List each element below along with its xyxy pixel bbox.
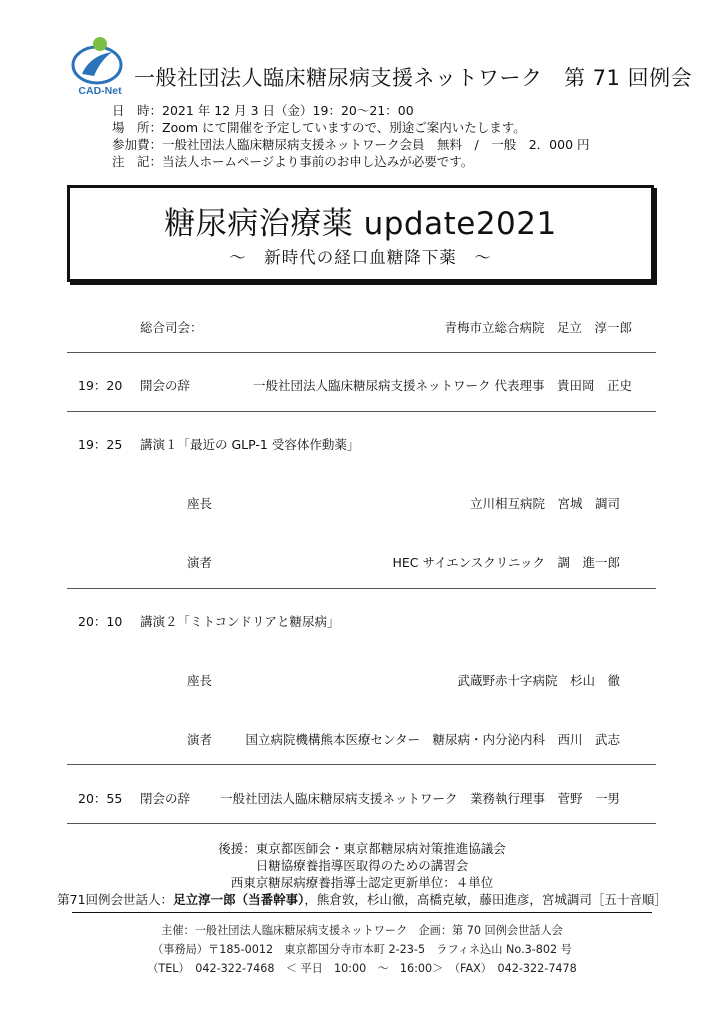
closing-time: 20：55 (78, 791, 123, 806)
organization-title: 一般社団法人臨床糖尿病支援ネットワーク 第 71 回例会 (134, 66, 693, 90)
lecture2-speaker-label: 演者 (187, 732, 213, 747)
credit-line: 西東京糖尿病療養指導士認定更新単位：４単位 (230, 875, 494, 890)
sub-title: ～ 新時代の経口血糖降下薬 ～ (229, 248, 492, 267)
organizers-prefix: 第71回例会世話人： (57, 892, 174, 907)
course-line: 日糖協療養指導医取得のための講習会 (255, 858, 469, 873)
event-note: 注 記：当法人ホームページより事前のお申し込みが必要です。 (112, 154, 474, 169)
moderator-name: 青梅市立総合病院 足立 淳一郎 (444, 320, 632, 335)
title-box (67, 185, 654, 282)
organizers-lead: 足立淳一郎（当番幹事） (173, 892, 305, 907)
event-fee: 参加費：一般社団法人臨床糖尿病支援ネットワーク会員 無料 / 一般 2．000 円 (112, 137, 590, 152)
opening-speaker: 一般社団法人臨床糖尿病支援ネットワーク 代表理事 貴田岡 正史 (253, 378, 632, 393)
opening-time: 19：20 (78, 378, 123, 393)
lecture1-title: 講演１「最近の GLP-1 受容体作動薬」 (140, 437, 360, 452)
event-venue: 場 所：Zoom にて開催を予定していますので、別途ご案内いたします。 (112, 120, 526, 135)
moderator-label: 総合司会： (140, 320, 203, 335)
closing-label: 閉会の辞 (140, 791, 191, 806)
opening-label: 開会の辞 (140, 378, 191, 393)
closing-speaker: 一般社団法人臨床糖尿病支援ネットワーク 業務執行理事 菅野 一男 (219, 791, 620, 806)
footer-divider (72, 912, 652, 913)
organizers-rest: ，熊倉敦，杉山徹，高橋克敏，藤田進彦，宮城調司［五十音順］ (304, 892, 667, 907)
lecture2-speaker: 国立病院機構熊本医療センター 糖尿病・内分泌内科 西川 武志 (245, 732, 620, 747)
logo-text: CAD-Net (78, 85, 122, 97)
lecture2-time: 20：10 (78, 614, 123, 629)
lecture1-chair-label: 座長 (187, 496, 213, 511)
lecture1-speaker: HEC サイエンスクリニック 調 進一郎 (392, 555, 620, 570)
divider (67, 764, 656, 765)
lecture2-chair: 武蔵野赤十字病院 杉山 徹 (457, 673, 620, 688)
divider (67, 823, 656, 824)
lecture1-speaker-label: 演者 (187, 555, 213, 570)
lecture2-title: 講演２「ミトコンドリアと糖尿病」 (140, 614, 340, 629)
office-line: （事務局）〒185-0012 東京都国分寺市本町 2-23-5 ラフィネ込山 No.3-802 号 (152, 943, 572, 956)
lecture1-time: 19：25 (78, 437, 123, 452)
organizers-line (0, 890, 724, 908)
contact-line: （TEL） 042-322-7468 ＜ 平日 10:00 ～ 16:00＞ （FAX） 042-322-7478 (147, 962, 577, 975)
lecture2-chair-label: 座長 (187, 673, 213, 688)
support-line: 後援：東京都医師会・東京都糖尿病対策推進協議会 (218, 841, 506, 856)
cad-net-logo (68, 34, 132, 98)
lecture1-chair: 立川相互病院 宮城 調司 (469, 496, 620, 511)
divider (67, 352, 656, 353)
divider (67, 411, 656, 412)
event-date: 日 時：2021 年 12 月 3 日（金）19：20～21：00 (112, 103, 414, 118)
host-line: 主催：一般社団法人臨床糖尿病支援ネットワーク 企画：第 70 回例会世話人会 (161, 924, 563, 937)
main-title: 糖尿病治療薬 update2021 (164, 206, 557, 242)
divider (67, 588, 656, 589)
